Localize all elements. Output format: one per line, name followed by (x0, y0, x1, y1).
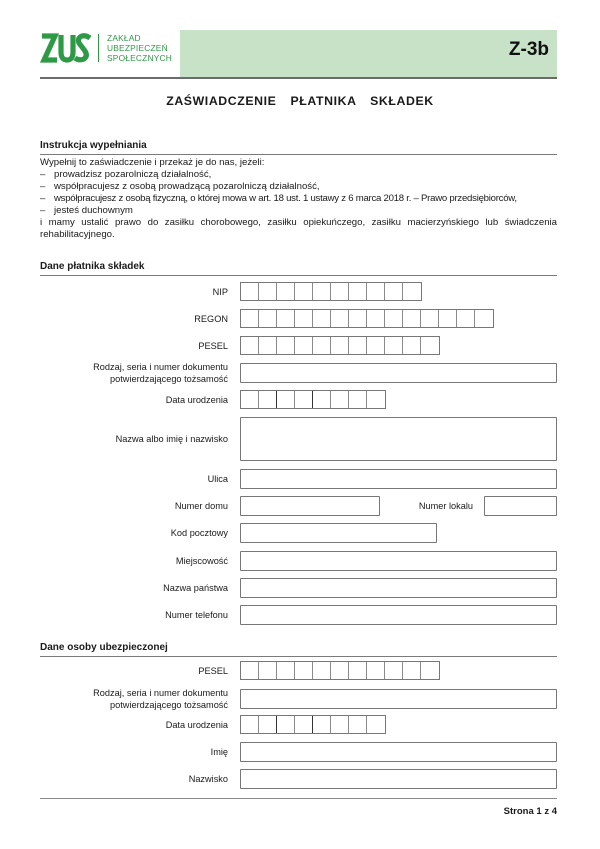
instructions-text (40, 157, 557, 241)
payer-pesel-input[interactable] (240, 336, 440, 355)
digit-cell[interactable] (349, 310, 367, 327)
digit-cell[interactable] (385, 662, 403, 679)
digit-cell[interactable] (367, 716, 385, 733)
regon-label: REGON (194, 314, 228, 324)
phone-input[interactable] (240, 605, 557, 625)
label-line: potwierdzającego tożsamość (110, 373, 228, 384)
digit-cell[interactable] (349, 662, 367, 679)
insured-birth-date-input[interactable] (240, 715, 386, 734)
label-line: Rodzaj, seria i numer dokumentu (93, 362, 228, 372)
digit-cell[interactable] (277, 283, 295, 300)
digit-cell[interactable] (313, 662, 331, 679)
digit-cell[interactable] (367, 310, 385, 327)
section-heading-insured: Dane osoby ubezpieczonej (40, 642, 557, 657)
page-number: Strona 1 z 4 (503, 806, 557, 817)
insured-birth-date-label: Data urodzenia (165, 720, 228, 730)
digit-cell[interactable] (259, 283, 277, 300)
digit-cell[interactable] (277, 391, 295, 408)
digit-cell[interactable] (385, 337, 403, 354)
digit-cell[interactable] (295, 716, 313, 733)
digit-cell[interactable] (241, 716, 259, 733)
dash: – (40, 181, 46, 192)
postal-code-input[interactable] (240, 523, 437, 543)
digit-cell[interactable] (241, 662, 259, 679)
digit-cell[interactable] (313, 337, 331, 354)
digit-cell[interactable] (295, 283, 313, 300)
instruction-bullet (40, 169, 557, 181)
zus-logo-mark-icon (40, 32, 92, 64)
digit-cell[interactable] (313, 310, 331, 327)
regon-input[interactable] (240, 309, 494, 328)
digit-cell[interactable] (259, 662, 277, 679)
digit-cell[interactable] (241, 283, 259, 300)
section-heading-payer: Dane płatnika składek (40, 261, 557, 276)
digit-cell[interactable] (331, 337, 349, 354)
digit-cell[interactable] (367, 662, 385, 679)
street-label: Ulica (207, 474, 228, 484)
nip-label: NIP (212, 287, 228, 297)
city-label: Miejscowość (175, 556, 228, 566)
digit-cell[interactable] (349, 283, 367, 300)
instructions-intro: Wypełnij to zaświadczenie i przekaż je do nas, jeżeli: (40, 157, 265, 168)
digit-cell[interactable] (313, 716, 331, 733)
country-input[interactable] (240, 578, 557, 598)
digit-cell[interactable] (313, 283, 331, 300)
insured-id-document-input[interactable] (240, 689, 557, 709)
digit-cell[interactable] (349, 391, 367, 408)
payer-birth-date-input[interactable] (240, 390, 386, 409)
logo-line: ZAKŁAD (107, 32, 141, 43)
digit-cell[interactable] (421, 310, 439, 327)
digit-cell[interactable] (259, 716, 277, 733)
logo-line: UBEZPIECZEŃ (107, 42, 168, 53)
logo-line: SPOŁECZNYCH (107, 53, 173, 64)
instruction-bullet (40, 205, 557, 217)
bullet-text: jesteś duchownym (54, 205, 133, 216)
digit-cell[interactable] (277, 310, 295, 327)
digit-cell[interactable] (421, 662, 439, 679)
apartment-no-label: Numer lokalu (418, 501, 473, 511)
digit-cell[interactable] (241, 337, 259, 354)
house-no-input[interactable] (240, 496, 380, 516)
digit-cell[interactable] (277, 662, 295, 679)
digit-cell[interactable] (295, 662, 313, 679)
insured-pesel-label: PESEL (198, 666, 228, 676)
digit-cell[interactable] (475, 310, 493, 327)
digit-cell[interactable] (403, 662, 421, 679)
payer-id-document-label (93, 362, 228, 385)
digit-cell[interactable] (403, 283, 421, 300)
bullet-text: prowadzisz pozarolniczą działalność, (54, 169, 212, 180)
nip-input[interactable] (240, 282, 422, 301)
digit-cell[interactable] (259, 310, 277, 327)
digit-cell[interactable] (241, 310, 259, 327)
digit-cell[interactable] (241, 391, 259, 408)
label-line: potwierdzającego tożsamość (110, 699, 228, 710)
last-name-input[interactable] (240, 769, 557, 789)
zus-logo (40, 30, 175, 66)
section-heading-instructions: Instrukcja wypełniania (40, 140, 557, 155)
digit-cell[interactable] (259, 337, 277, 354)
digit-cell[interactable] (295, 310, 313, 327)
dash: – (40, 169, 46, 180)
instructions-closing: i mamy ustalić prawo do zasiłku chorobowego, zasiłku opiekuńczego, zasiłku macierzyńskiego lub świadczenia rehabilitacyjnego. (40, 217, 557, 240)
last-name-label: Nazwisko (188, 774, 228, 784)
header-divider (40, 77, 557, 79)
digit-cell[interactable] (295, 337, 313, 354)
country-label: Nazwa państwa (163, 583, 228, 593)
payer-birth-date-label: Data urodzenia (165, 395, 228, 405)
logo-divider (98, 34, 99, 62)
digit-cell[interactable] (349, 337, 367, 354)
digit-cell[interactable] (331, 283, 349, 300)
form-code: Z-3b (508, 39, 549, 60)
digit-cell[interactable] (349, 716, 367, 733)
phone-label: Numer telefonu (165, 610, 228, 620)
bullet-text: współpracujesz z osobą prowadzącą pozarolniczą działalność, (54, 181, 320, 192)
apartment-no-input[interactable] (484, 496, 557, 516)
instruction-bullet (40, 193, 557, 205)
digit-cell[interactable] (331, 662, 349, 679)
dash: – (40, 193, 46, 204)
digit-cell[interactable] (403, 337, 421, 354)
digit-cell[interactable] (385, 310, 403, 327)
first-name-input[interactable] (240, 742, 557, 762)
form-header (40, 30, 557, 78)
payer-id-document-input[interactable] (240, 363, 557, 383)
digit-cell[interactable] (295, 391, 313, 408)
label-line: Rodzaj, seria i numer dokumentu (93, 688, 228, 698)
digit-cell[interactable] (385, 283, 403, 300)
document-title: ZAŚWIADCZENIE PŁATNIKA SKŁADEK (166, 94, 434, 108)
digit-cell[interactable] (331, 716, 349, 733)
insured-id-document-label (93, 688, 228, 711)
street-input[interactable] (240, 469, 557, 489)
logo-text (107, 33, 172, 64)
digit-cell[interactable] (277, 337, 295, 354)
insured-pesel-input[interactable] (240, 661, 440, 680)
digit-cell[interactable] (259, 391, 277, 408)
city-input[interactable] (240, 551, 557, 571)
digit-cell[interactable] (367, 391, 385, 408)
payer-pesel-label: PESEL (198, 341, 228, 351)
digit-cell[interactable] (331, 310, 349, 327)
header-band (180, 30, 557, 77)
house-no-label: Numer domu (174, 501, 228, 511)
first-name-label: Imię (210, 747, 228, 757)
postal-code-label: Kod pocztowy (170, 528, 228, 538)
digit-cell[interactable] (277, 716, 295, 733)
payer-name-input[interactable] (240, 417, 557, 461)
digit-cell[interactable] (403, 310, 421, 327)
digit-cell[interactable] (439, 310, 457, 327)
bullet-text: współpracujesz z osobą fizyczną, o której mowa w art. 18 ust. 1 ustawy z 6 marca 2018 r. – Prawo przedsiębiorców, (54, 193, 517, 204)
payer-name-label: Nazwa albo imię i nazwisko (115, 434, 228, 444)
instruction-bullet (40, 181, 557, 193)
digit-cell[interactable] (421, 337, 439, 354)
digit-cell[interactable] (457, 310, 475, 327)
footer-divider (40, 798, 557, 799)
digit-cell[interactable] (313, 391, 331, 408)
dash: – (40, 205, 46, 216)
digit-cell[interactable] (367, 337, 385, 354)
digit-cell[interactable] (331, 391, 349, 408)
digit-cell[interactable] (367, 283, 385, 300)
